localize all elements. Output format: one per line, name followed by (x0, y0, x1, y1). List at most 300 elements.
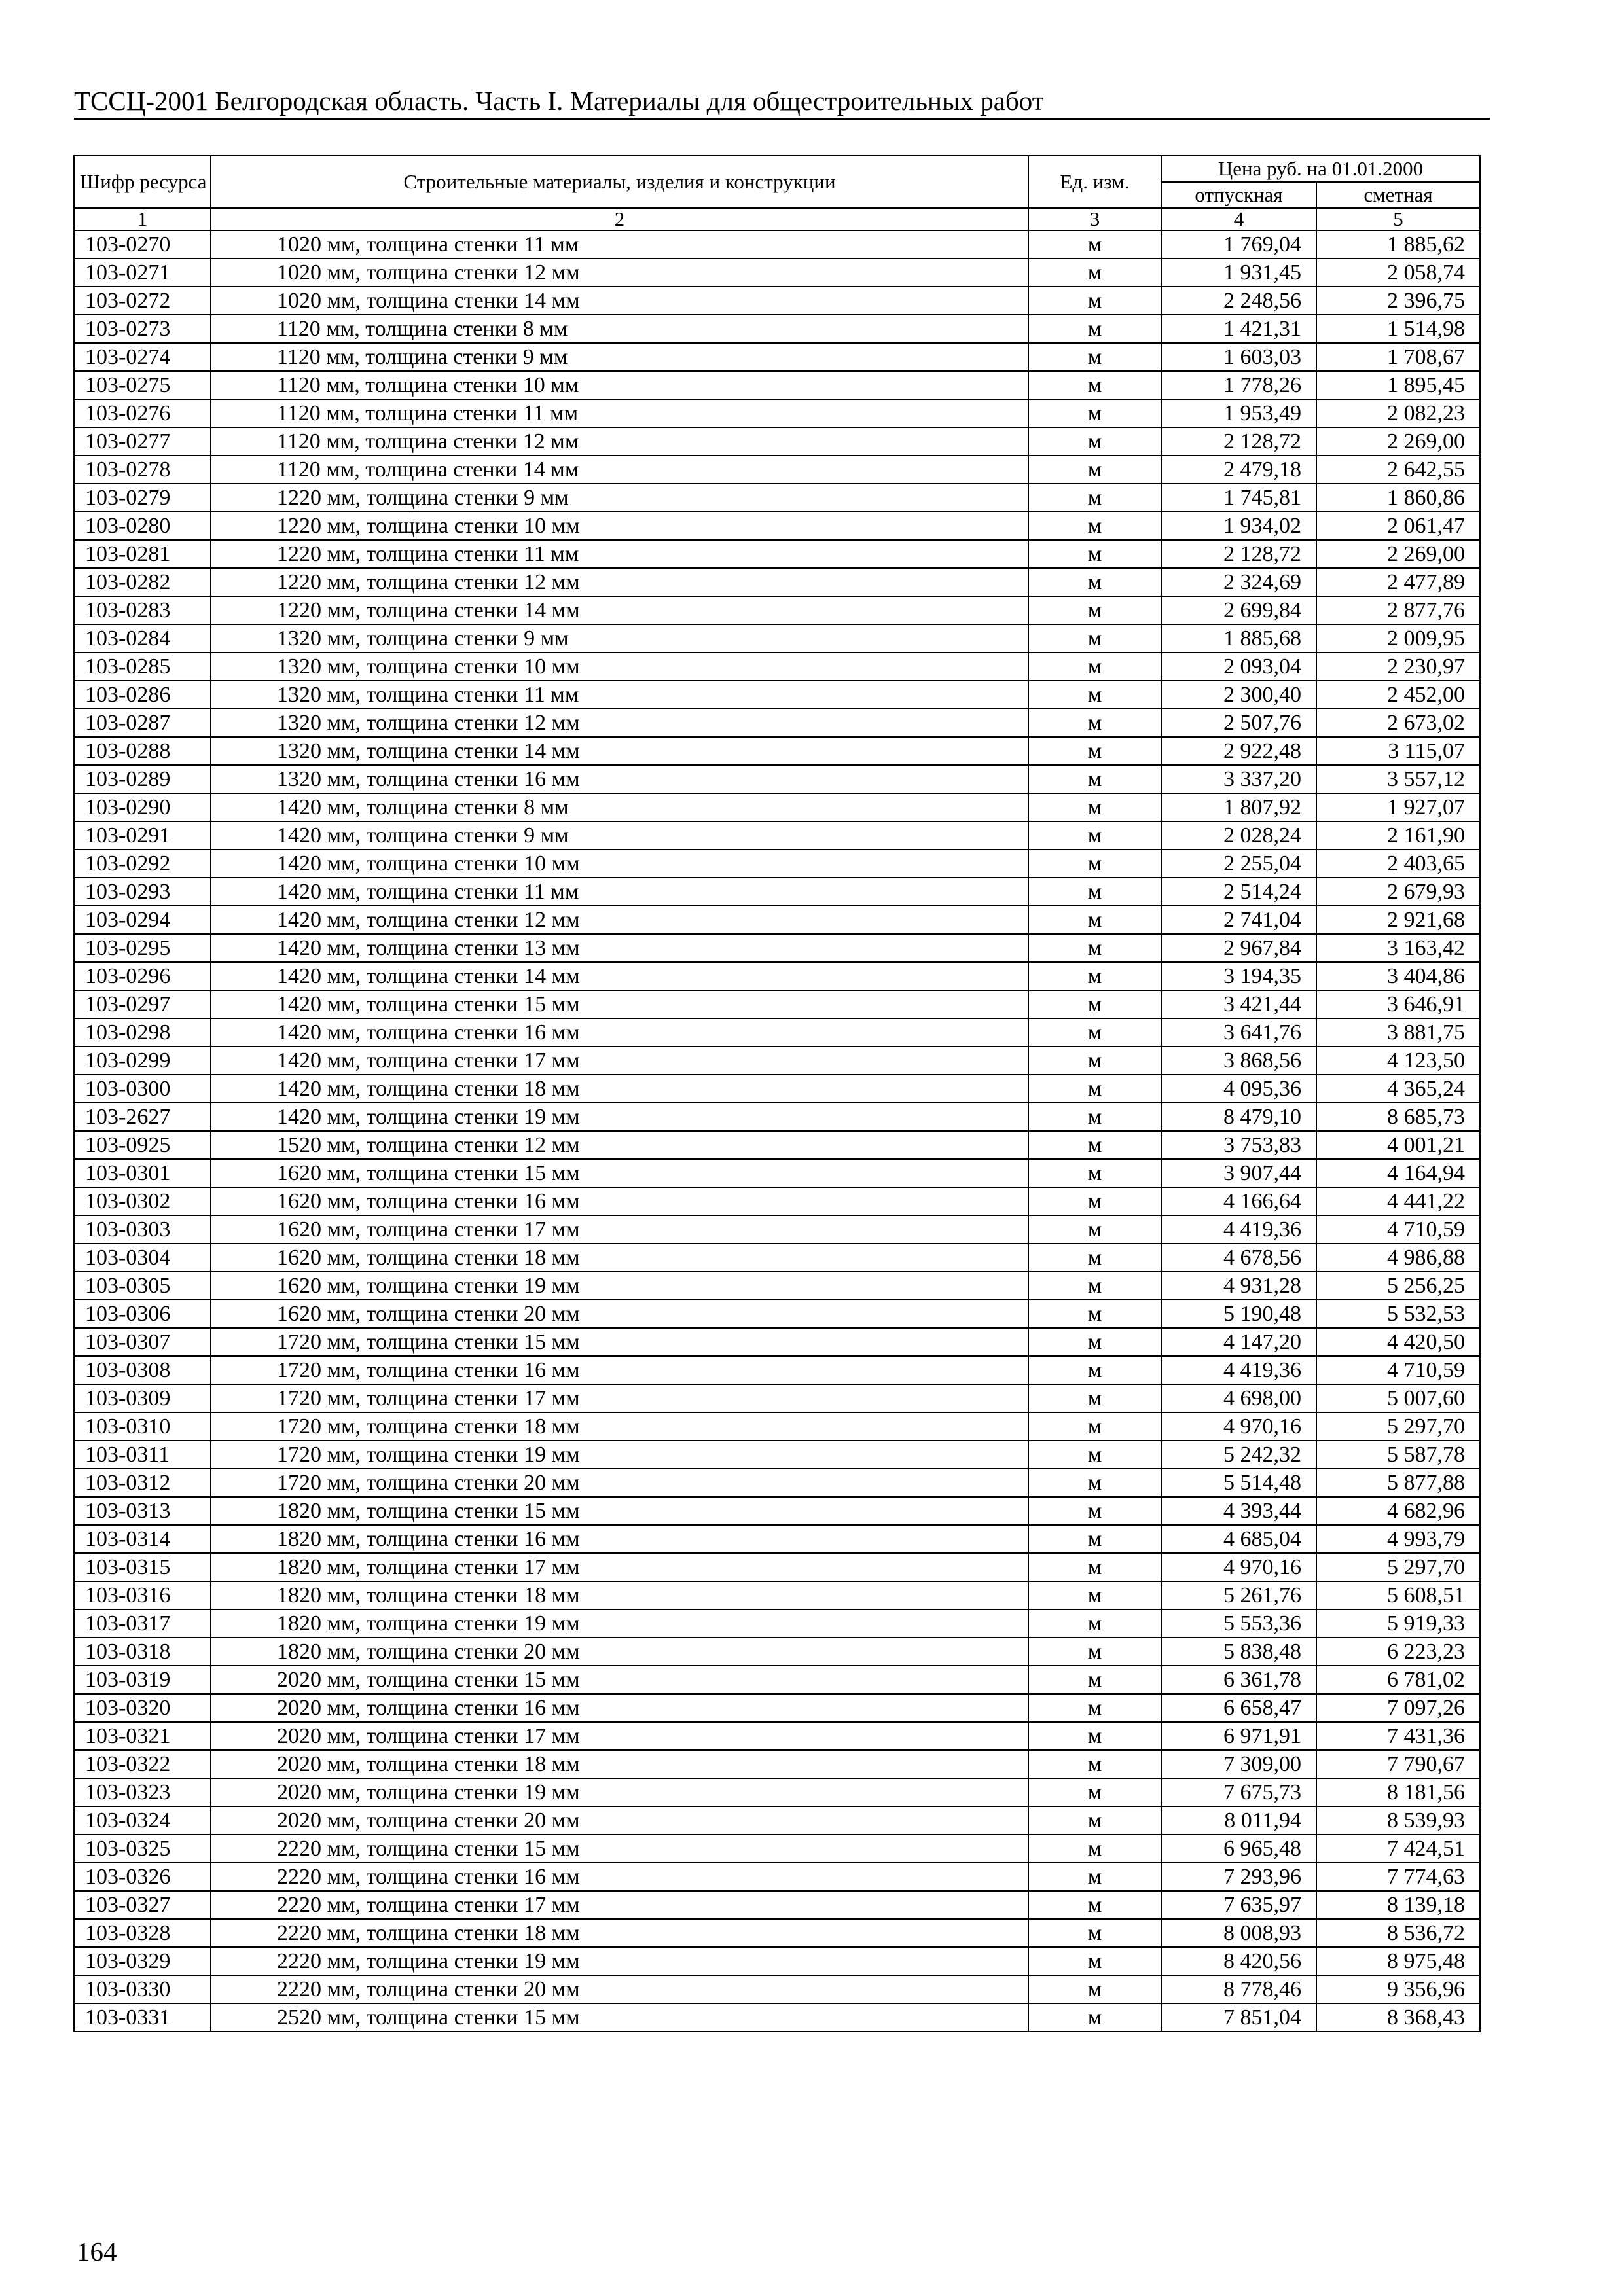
table-row (74, 1131, 1480, 1159)
resource-code-cell: 103-0327 (74, 1891, 211, 1919)
material-name-cell: 1120 мм, толщина стенки 8 мм (211, 315, 1028, 343)
release-price-cell: 1 603,03 (1161, 343, 1316, 371)
material-name-cell: 1320 мм, толщина стенки 12 мм (211, 709, 1028, 737)
unit-cell: м (1028, 850, 1161, 878)
material-name-cell: 2020 мм, толщина стенки 20 мм (211, 1806, 1028, 1835)
resource-code-cell: 103-0306 (74, 1300, 211, 1328)
release-price-cell: 2 699,84 (1161, 596, 1316, 624)
material-name-cell: 2020 мм, толщина стенки 18 мм (211, 1750, 1028, 1778)
estimate-price-cell: 4 365,24 (1316, 1075, 1480, 1103)
estimate-price-cell: 2 642,55 (1316, 456, 1480, 484)
release-price-cell: 4 393,44 (1161, 1497, 1316, 1525)
unit-cell: м (1028, 230, 1161, 259)
table-row (74, 1244, 1480, 1272)
table-row (74, 1300, 1480, 1328)
unit-cell: м (1028, 1581, 1161, 1609)
table-row (74, 1806, 1480, 1835)
unit-cell: м (1028, 1244, 1161, 1272)
unit-cell: м (1028, 906, 1161, 934)
release-price-cell: 3 753,83 (1161, 1131, 1316, 1159)
release-price-cell: 5 838,48 (1161, 1638, 1316, 1666)
resource-code-cell: 103-0298 (74, 1018, 211, 1047)
unit-cell: м (1028, 259, 1161, 287)
table-row (74, 990, 1480, 1018)
resource-code-cell: 103-0292 (74, 850, 211, 878)
estimate-price-cell: 1 860,86 (1316, 484, 1480, 512)
estimate-price-cell: 4 420,50 (1316, 1328, 1480, 1356)
release-price-cell: 2 741,04 (1161, 906, 1316, 934)
material-name-cell: 1720 мм, толщина стенки 17 мм (211, 1384, 1028, 1412)
release-price-cell: 4 419,36 (1161, 1356, 1316, 1384)
material-name-cell: 1820 мм, толщина стенки 16 мм (211, 1525, 1028, 1553)
release-price-cell: 6 658,47 (1161, 1694, 1316, 1722)
unit-cell: м (1028, 1047, 1161, 1075)
table-row (74, 1441, 1480, 1469)
unit-cell: м (1028, 1750, 1161, 1778)
release-price-cell: 8 011,94 (1161, 1806, 1316, 1835)
release-price-cell: 2 507,76 (1161, 709, 1316, 737)
release-price-cell: 4 419,36 (1161, 1215, 1316, 1244)
estimate-price-cell: 8 539,93 (1316, 1806, 1480, 1835)
material-name-cell: 2220 мм, толщина стенки 16 мм (211, 1863, 1028, 1891)
estimate-price-cell: 3 557,12 (1316, 765, 1480, 793)
table-row (74, 934, 1480, 962)
unit-cell: м (1028, 709, 1161, 737)
unit-cell: м (1028, 737, 1161, 765)
material-name-cell: 1720 мм, толщина стенки 15 мм (211, 1328, 1028, 1356)
material-name-cell: 2220 мм, толщина стенки 15 мм (211, 1835, 1028, 1863)
table-row (74, 1525, 1480, 1553)
material-name-cell: 1620 мм, толщина стенки 17 мм (211, 1215, 1028, 1244)
resource-code-cell: 103-0276 (74, 399, 211, 427)
estimate-price-cell: 2 673,02 (1316, 709, 1480, 737)
unit-cell: м (1028, 1835, 1161, 1863)
release-price-cell: 7 293,96 (1161, 1863, 1316, 1891)
table-row (74, 1215, 1480, 1244)
material-name-cell: 1620 мм, толщина стенки 18 мм (211, 1244, 1028, 1272)
estimate-price-cell: 4 682,96 (1316, 1497, 1480, 1525)
unit-cell: м (1028, 1778, 1161, 1806)
table-row (74, 1835, 1480, 1863)
unit-cell: м (1028, 1525, 1161, 1553)
table-row (74, 399, 1480, 427)
resource-code-cell: 103-0294 (74, 906, 211, 934)
material-name-cell: 1020 мм, толщина стенки 14 мм (211, 287, 1028, 315)
unit-cell: м (1028, 1075, 1161, 1103)
release-price-cell: 8 479,10 (1161, 1103, 1316, 1131)
resource-code-cell: 103-0329 (74, 1947, 211, 1975)
estimate-price-cell: 3 881,75 (1316, 1018, 1480, 1047)
table-row (74, 1919, 1480, 1947)
estimate-price-cell: 8 975,48 (1316, 1947, 1480, 1975)
estimate-price-cell: 5 587,78 (1316, 1441, 1480, 1469)
resource-code-cell: 103-0317 (74, 1609, 211, 1638)
release-price-cell: 1 769,04 (1161, 230, 1316, 259)
resource-code-cell: 103-0331 (74, 2003, 211, 2032)
material-name-cell: 2020 мм, толщина стенки 17 мм (211, 1722, 1028, 1750)
resource-code-cell: 103-0295 (74, 934, 211, 962)
unit-cell: м (1028, 596, 1161, 624)
resource-code-cell: 103-0925 (74, 1131, 211, 1159)
unit-cell: м (1028, 1919, 1161, 1947)
release-price-cell: 2 922,48 (1161, 737, 1316, 765)
material-name-cell: 1820 мм, толщина стенки 17 мм (211, 1553, 1028, 1581)
material-name-cell: 1420 мм, толщина стенки 19 мм (211, 1103, 1028, 1131)
resource-code-cell: 103-0312 (74, 1469, 211, 1497)
unit-cell: м (1028, 315, 1161, 343)
estimate-price-cell: 5 297,70 (1316, 1553, 1480, 1581)
table-row (74, 512, 1480, 540)
table-row (74, 1356, 1480, 1384)
estimate-price-cell: 1 885,62 (1316, 230, 1480, 259)
resource-code-cell: 103-0297 (74, 990, 211, 1018)
column-number-row (74, 208, 1480, 230)
release-price-cell: 3 421,44 (1161, 990, 1316, 1018)
unit-cell: м (1028, 1891, 1161, 1919)
unit-cell: м (1028, 1947, 1161, 1975)
release-price-cell: 6 965,48 (1161, 1835, 1316, 1863)
release-price-cell: 4 931,28 (1161, 1272, 1316, 1300)
estimate-price-cell: 2 403,65 (1316, 850, 1480, 878)
resource-code-cell: 103-0291 (74, 821, 211, 850)
release-price-cell: 2 479,18 (1161, 456, 1316, 484)
table-row (74, 653, 1480, 681)
resource-code-cell: 103-0311 (74, 1441, 211, 1469)
header-divider (74, 118, 1490, 120)
unit-cell: м (1028, 343, 1161, 371)
release-price-cell: 5 553,36 (1161, 1609, 1316, 1638)
estimate-price-cell: 4 710,59 (1316, 1356, 1480, 1384)
table-row (74, 1609, 1480, 1638)
table-row (74, 1272, 1480, 1300)
estimate-price-cell: 4 164,94 (1316, 1159, 1480, 1187)
material-name-cell: 1220 мм, толщина стенки 9 мм (211, 484, 1028, 512)
unit-cell: м (1028, 1272, 1161, 1300)
table-row (74, 1694, 1480, 1722)
estimate-price-cell: 2 061,47 (1316, 512, 1480, 540)
estimate-price-cell: 4 993,79 (1316, 1525, 1480, 1553)
material-name-cell: 2520 мм, толщина стенки 15 мм (211, 2003, 1028, 2032)
release-price-cell: 2 967,84 (1161, 934, 1316, 962)
resource-code-cell: 103-0278 (74, 456, 211, 484)
unit-cell: м (1028, 1666, 1161, 1694)
estimate-price-cell: 4 710,59 (1316, 1215, 1480, 1244)
release-price-cell: 5 514,48 (1161, 1469, 1316, 1497)
estimate-price-cell: 2 477,89 (1316, 568, 1480, 596)
resource-code-cell: 103-0328 (74, 1919, 211, 1947)
page-header-title: ТССЦ-2001 Белгородская область. Часть I. Материалы для общестроительных работ (74, 86, 1044, 116)
table-row (74, 1750, 1480, 1778)
release-price-cell: 4 970,16 (1161, 1553, 1316, 1581)
material-name-cell: 2020 мм, толщина стенки 16 мм (211, 1694, 1028, 1722)
estimate-price-cell: 2 921,68 (1316, 906, 1480, 934)
resource-code-cell: 103-0324 (74, 1806, 211, 1835)
unit-cell: м (1028, 1187, 1161, 1215)
unit-cell: м (1028, 1638, 1161, 1666)
estimate-price-cell: 8 536,72 (1316, 1919, 1480, 1947)
unit-cell: м (1028, 1497, 1161, 1525)
resource-code-cell: 103-0299 (74, 1047, 211, 1075)
estimate-price-cell: 8 368,43 (1316, 2003, 1480, 2032)
column-number: 4 (1161, 208, 1316, 230)
material-name-cell: 1420 мм, толщина стенки 13 мм (211, 934, 1028, 962)
estimate-price-cell: 5 608,51 (1316, 1581, 1480, 1609)
resource-code-cell: 103-0320 (74, 1694, 211, 1722)
estimate-price-cell: 3 404,86 (1316, 962, 1480, 990)
material-name-cell: 1420 мм, толщина стенки 15 мм (211, 990, 1028, 1018)
unit-cell: м (1028, 793, 1161, 821)
material-name-cell: 1520 мм, толщина стенки 12 мм (211, 1131, 1028, 1159)
unit-cell: м (1028, 1863, 1161, 1891)
resource-code-cell: 103-0308 (74, 1356, 211, 1384)
material-name-cell: 1120 мм, толщина стенки 14 мм (211, 456, 1028, 484)
estimate-price-cell: 3 646,91 (1316, 990, 1480, 1018)
material-name-cell: 2220 мм, толщина стенки 18 мм (211, 1919, 1028, 1947)
resource-code-cell: 103-0283 (74, 596, 211, 624)
resource-code-cell: 103-0302 (74, 1187, 211, 1215)
table-row (74, 1581, 1480, 1609)
material-name-cell: 1320 мм, толщина стенки 11 мм (211, 681, 1028, 709)
unit-cell: м (1028, 1384, 1161, 1412)
material-name-cell: 1120 мм, толщина стенки 12 мм (211, 427, 1028, 456)
release-price-cell: 2 300,40 (1161, 681, 1316, 709)
unit-cell: м (1028, 1553, 1161, 1581)
material-name-cell: 2020 мм, толщина стенки 15 мм (211, 1666, 1028, 1694)
release-price-cell: 5 190,48 (1161, 1300, 1316, 1328)
resource-code-cell: 103-0270 (74, 230, 211, 259)
table-row (74, 1159, 1480, 1187)
estimate-price-cell: 9 356,96 (1316, 1975, 1480, 2003)
unit-cell: м (1028, 1609, 1161, 1638)
table-row (74, 1722, 1480, 1750)
header-price-group: Цена руб. на 01.01.2000 (1161, 156, 1480, 182)
unit-cell: м (1028, 1975, 1161, 2003)
material-name-cell: 1820 мм, толщина стенки 15 мм (211, 1497, 1028, 1525)
material-name-cell: 1420 мм, толщина стенки 8 мм (211, 793, 1028, 821)
estimate-price-cell: 7 790,67 (1316, 1750, 1480, 1778)
estimate-price-cell: 2 877,76 (1316, 596, 1480, 624)
resource-code-cell: 103-0315 (74, 1553, 211, 1581)
table-row (74, 1412, 1480, 1441)
resource-code-cell: 103-0279 (74, 484, 211, 512)
table-row (74, 1187, 1480, 1215)
resource-code-cell: 103-0293 (74, 878, 211, 906)
estimate-price-cell: 1 708,67 (1316, 343, 1480, 371)
column-number: 2 (211, 208, 1028, 230)
material-name-cell: 1820 мм, толщина стенки 20 мм (211, 1638, 1028, 1666)
release-price-cell: 4 678,56 (1161, 1244, 1316, 1272)
resource-code-cell: 103-0287 (74, 709, 211, 737)
release-price-cell: 7 309,00 (1161, 1750, 1316, 1778)
estimate-price-cell: 5 877,88 (1316, 1469, 1480, 1497)
material-name-cell: 1620 мм, толщина стенки 15 мм (211, 1159, 1028, 1187)
release-price-cell: 2 255,04 (1161, 850, 1316, 878)
release-price-cell: 4 166,64 (1161, 1187, 1316, 1215)
estimate-price-cell: 2 452,00 (1316, 681, 1480, 709)
material-name-cell: 2220 мм, толщина стенки 19 мм (211, 1947, 1028, 1975)
material-name-cell: 1320 мм, толщина стенки 16 мм (211, 765, 1028, 793)
estimate-price-cell: 2 269,00 (1316, 427, 1480, 456)
material-name-cell: 1220 мм, толщина стенки 14 мм (211, 596, 1028, 624)
estimate-price-cell: 2 396,75 (1316, 287, 1480, 315)
material-name-cell: 1120 мм, толщина стенки 9 мм (211, 343, 1028, 371)
header-price-release: отпускная (1161, 182, 1316, 208)
column-number: 3 (1028, 208, 1161, 230)
resource-code-cell: 103-0309 (74, 1384, 211, 1412)
resource-code-cell: 103-0314 (74, 1525, 211, 1553)
material-name-cell: 1720 мм, толщина стенки 19 мм (211, 1441, 1028, 1469)
release-price-cell: 1 807,92 (1161, 793, 1316, 821)
resource-code-cell: 103-0281 (74, 540, 211, 568)
unit-cell: м (1028, 2003, 1161, 2032)
release-price-cell: 1 745,81 (1161, 484, 1316, 512)
estimate-price-cell: 5 297,70 (1316, 1412, 1480, 1441)
table-row (74, 1469, 1480, 1497)
unit-cell: м (1028, 1469, 1161, 1497)
estimate-price-cell: 8 685,73 (1316, 1103, 1480, 1131)
material-name-cell: 1620 мм, толщина стенки 20 мм (211, 1300, 1028, 1328)
release-price-cell: 1 934,02 (1161, 512, 1316, 540)
estimate-price-cell: 2 082,23 (1316, 399, 1480, 427)
resource-code-cell: 103-0326 (74, 1863, 211, 1891)
table-row (74, 1975, 1480, 2003)
unit-cell: м (1028, 484, 1161, 512)
resource-code-cell: 103-0307 (74, 1328, 211, 1356)
release-price-cell: 2 128,72 (1161, 540, 1316, 568)
material-name-cell: 2220 мм, толщина стенки 17 мм (211, 1891, 1028, 1919)
table-row (74, 850, 1480, 878)
header-unit: Ед. изм. (1028, 156, 1161, 208)
table-row (74, 1666, 1480, 1694)
release-price-cell: 8 778,46 (1161, 1975, 1316, 2003)
release-price-cell: 8 008,93 (1161, 1919, 1316, 1947)
resource-code-cell: 103-0319 (74, 1666, 211, 1694)
resource-code-cell: 103-0322 (74, 1750, 211, 1778)
unit-cell: м (1028, 512, 1161, 540)
material-name-cell: 1220 мм, толщина стенки 12 мм (211, 568, 1028, 596)
estimate-price-cell: 6 781,02 (1316, 1666, 1480, 1694)
unit-cell: м (1028, 1159, 1161, 1187)
table-row (74, 1863, 1480, 1891)
table-row (74, 681, 1480, 709)
resource-code-cell: 103-0303 (74, 1215, 211, 1244)
table-row (74, 1497, 1480, 1525)
table-row (74, 1778, 1480, 1806)
material-name-cell: 1220 мм, толщина стенки 10 мм (211, 512, 1028, 540)
release-price-cell: 1 778,26 (1161, 371, 1316, 399)
estimate-price-cell: 2 161,90 (1316, 821, 1480, 850)
materials-price-table (73, 155, 1481, 2032)
release-price-cell: 7 851,04 (1161, 2003, 1316, 2032)
release-price-cell: 7 675,73 (1161, 1778, 1316, 1806)
unit-cell: м (1028, 653, 1161, 681)
unit-cell: м (1028, 399, 1161, 427)
release-price-cell: 1 931,45 (1161, 259, 1316, 287)
estimate-price-cell: 6 223,23 (1316, 1638, 1480, 1666)
resource-code-cell: 103-0305 (74, 1272, 211, 1300)
material-name-cell: 1820 мм, толщина стенки 18 мм (211, 1581, 1028, 1609)
table-row (74, 821, 1480, 850)
table-row (74, 427, 1480, 456)
estimate-price-cell: 8 139,18 (1316, 1891, 1480, 1919)
table-row (74, 259, 1480, 287)
unit-cell: м (1028, 934, 1161, 962)
release-price-cell: 4 685,04 (1161, 1525, 1316, 1553)
resource-code-cell: 103-0284 (74, 624, 211, 653)
resource-code-cell: 103-0271 (74, 259, 211, 287)
unit-cell: м (1028, 456, 1161, 484)
unit-cell: м (1028, 1722, 1161, 1750)
material-name-cell: 2020 мм, толщина стенки 19 мм (211, 1778, 1028, 1806)
unit-cell: м (1028, 1300, 1161, 1328)
table-row (74, 568, 1480, 596)
unit-cell: м (1028, 765, 1161, 793)
release-price-cell: 1 953,49 (1161, 399, 1316, 427)
unit-cell: м (1028, 427, 1161, 456)
table-row (74, 1075, 1480, 1103)
resource-code-cell: 103-2627 (74, 1103, 211, 1131)
release-price-cell: 3 868,56 (1161, 1047, 1316, 1075)
unit-cell: м (1028, 681, 1161, 709)
table-row (74, 1638, 1480, 1666)
material-name-cell: 1720 мм, толщина стенки 18 мм (211, 1412, 1028, 1441)
estimate-price-cell: 3 163,42 (1316, 934, 1480, 962)
table-row (74, 287, 1480, 315)
table-header-row (74, 156, 1480, 182)
resource-code-cell: 103-0275 (74, 371, 211, 399)
table-row (74, 793, 1480, 821)
release-price-cell: 4 095,36 (1161, 1075, 1316, 1103)
release-price-cell: 3 337,20 (1161, 765, 1316, 793)
material-name-cell: 1120 мм, толщина стенки 11 мм (211, 399, 1028, 427)
unit-cell: м (1028, 568, 1161, 596)
release-price-cell: 8 420,56 (1161, 1947, 1316, 1975)
resource-code-cell: 103-0290 (74, 793, 211, 821)
material-name-cell: 1420 мм, толщина стенки 18 мм (211, 1075, 1028, 1103)
resource-code-cell: 103-0304 (74, 1244, 211, 1272)
estimate-price-cell: 1 927,07 (1316, 793, 1480, 821)
resource-code-cell: 103-0316 (74, 1581, 211, 1609)
estimate-price-cell: 4 123,50 (1316, 1047, 1480, 1075)
table-row (74, 1047, 1480, 1075)
estimate-price-cell: 7 431,36 (1316, 1722, 1480, 1750)
resource-code-cell: 103-0273 (74, 315, 211, 343)
release-price-cell: 1 421,31 (1161, 315, 1316, 343)
resource-code-cell: 103-0318 (74, 1638, 211, 1666)
release-price-cell: 2 324,69 (1161, 568, 1316, 596)
table-row (74, 765, 1480, 793)
release-price-cell: 6 971,91 (1161, 1722, 1316, 1750)
material-name-cell: 2220 мм, толщина стенки 20 мм (211, 1975, 1028, 2003)
table-row (74, 906, 1480, 934)
resource-code-cell: 103-0289 (74, 765, 211, 793)
table-row (74, 1891, 1480, 1919)
material-name-cell: 1220 мм, толщина стенки 11 мм (211, 540, 1028, 568)
table-body (74, 230, 1480, 2032)
unit-cell: м (1028, 624, 1161, 653)
material-name-cell: 1620 мм, толщина стенки 19 мм (211, 1272, 1028, 1300)
table-row (74, 343, 1480, 371)
table-row (74, 1553, 1480, 1581)
unit-cell: м (1028, 1018, 1161, 1047)
estimate-price-cell: 5 256,25 (1316, 1272, 1480, 1300)
release-price-cell: 2 128,72 (1161, 427, 1316, 456)
release-price-cell: 4 970,16 (1161, 1412, 1316, 1441)
unit-cell: м (1028, 962, 1161, 990)
header-name: Строительные материалы, изделия и конструкции (211, 156, 1028, 208)
estimate-price-cell: 1 895,45 (1316, 371, 1480, 399)
table-row (74, 2003, 1480, 2032)
